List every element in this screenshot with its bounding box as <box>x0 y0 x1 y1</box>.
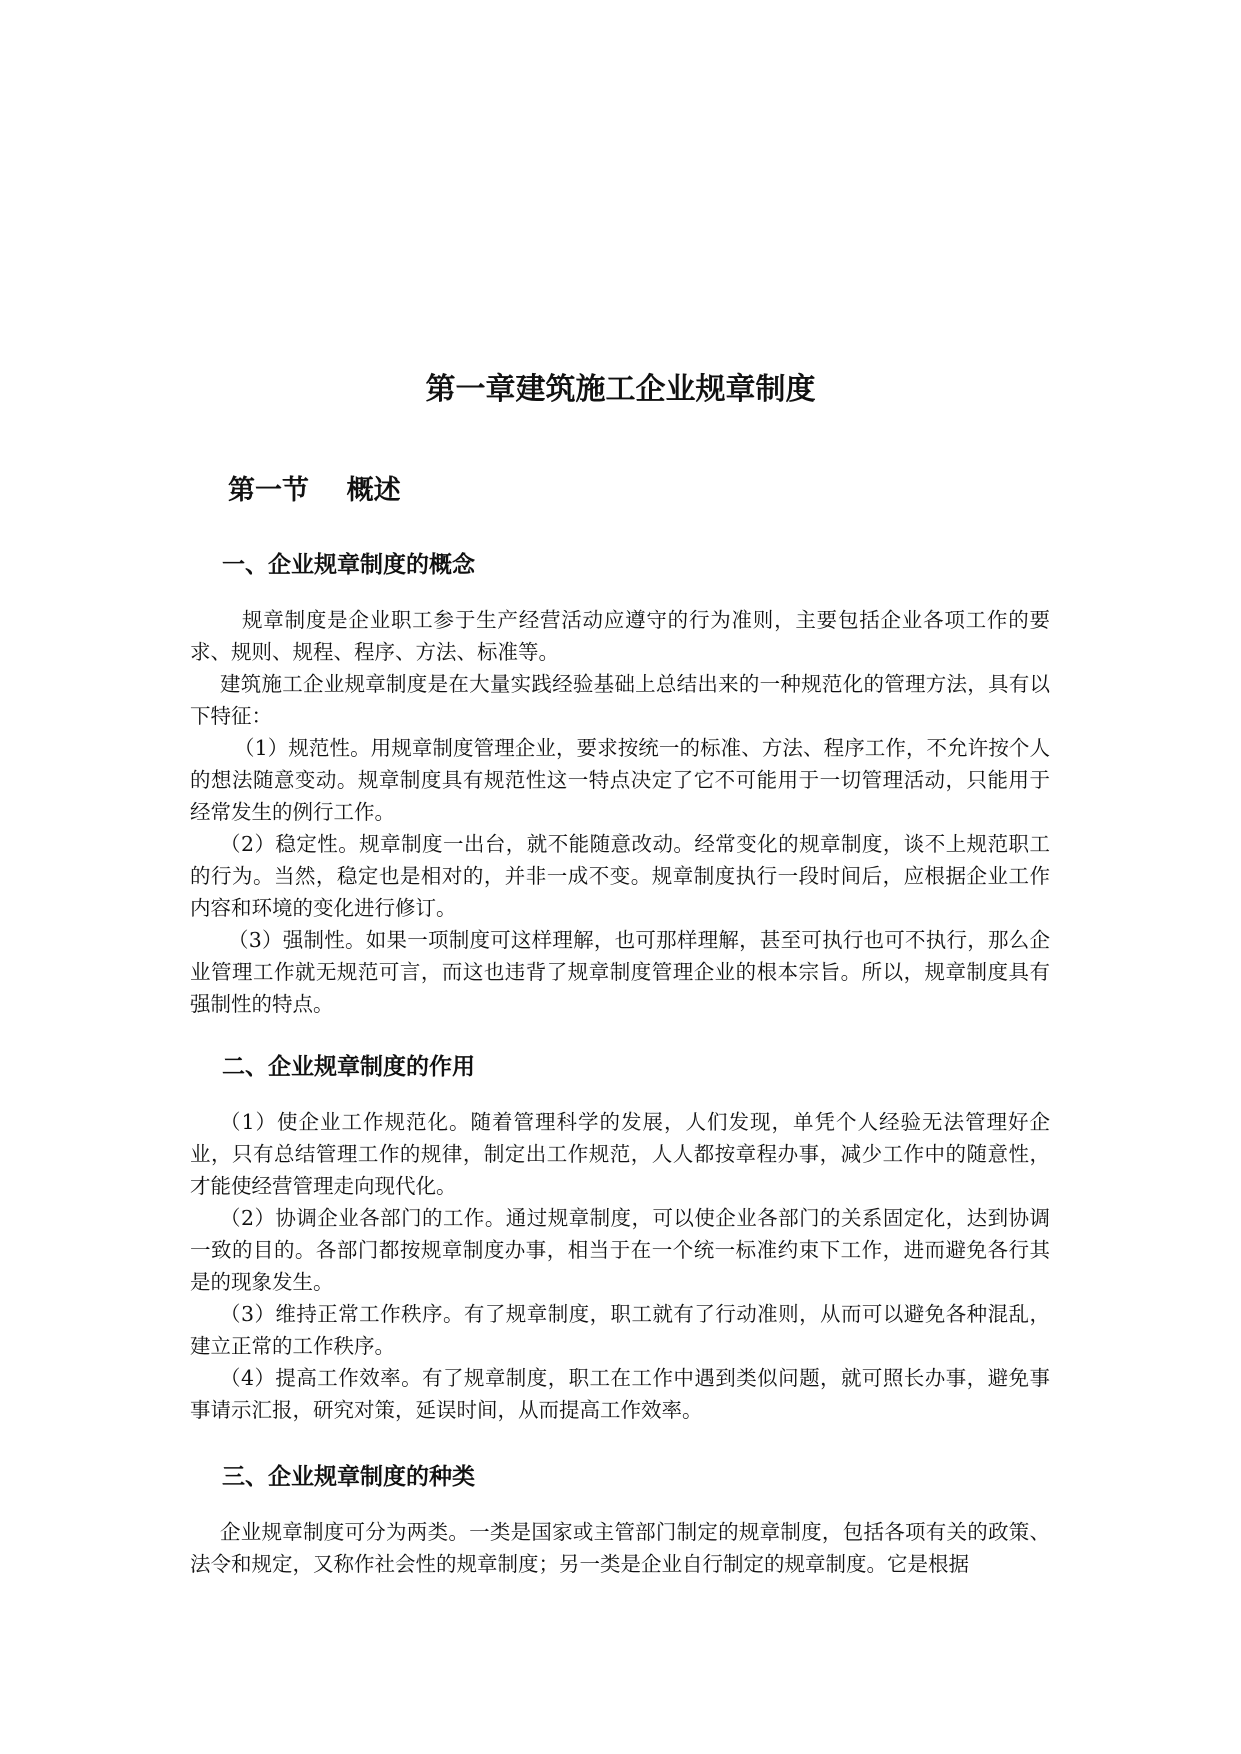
section-heading-types: 三、企业规章制度的种类 <box>222 1463 475 1490</box>
section-heading-concept: 一、企业规章制度的概念 <box>222 551 475 578</box>
paragraph: 建筑施工企业规章制度是在大量实践经验基础上总结出来的一种规范化的管理方法，具有以下特征： <box>190 672 1050 728</box>
section-title: 第一节 概述 <box>228 475 401 506</box>
paragraph: （3）强制性。如果一项制度可这样理解，也可那样理解，甚至可执行也可不执行，那么企业管理工作就无规范可言，而这也违背了规章制度管理企业的根本宗旨。所以，规章制度具有强制性的特点。 <box>190 928 1050 1016</box>
paragraph: （4）提高工作效率。有了规章制度，职工在工作中遇到类似问题，就可照长办事，避免事事请示汇报，研究对策，延误时间，从而提高工作效率。 <box>190 1366 1050 1422</box>
paragraph: （1）使企业工作规范化。随着管理科学的发展，人们发现，单凭个人经验无法管理好企业，只有总结管理工作的规律，制定出工作规范，人人都按章程办事，减少工作中的随意性，才能使经营管理走向现代化。 <box>190 1110 1050 1198</box>
paragraph: （2）稳定性。规章制度一出台，就不能随意改动。经常变化的规章制度，谈不上规范职工的行为。当然，稳定也是相对的，并非一成不变。规章制度执行一段时间后，应根据企业工作内容和环境的变化进行修订。 <box>190 832 1050 920</box>
chapter-title: 第一章建筑施工企业规章制度 <box>425 372 816 407</box>
paragraph: （1）规范性。用规章制度管理企业，要求按统一的标准、方法、程序工作，不允许按个人的想法随意变动。规章制度具有规范性这一特点决定了它不可能用于一切管理活动，只能用于经常发生的例行工作。 <box>190 736 1050 824</box>
paragraph: （2）协调企业各部门的工作。通过规章制度，可以使企业各部门的关系固定化，达到协调一致的目的。各部门都按规章制度办事，相当于在一个统一标准约束下工作，进而避免各行其是的现象发生。 <box>190 1206 1050 1294</box>
paragraph: （3）维持正常工作秩序。有了规章制度，职工就有了行动准则，从而可以避免各种混乱，建立正常的工作秩序。 <box>190 1302 1050 1358</box>
paragraph: 企业规章制度可分为两类。一类是国家或主管部门制定的规章制度，包括各项有关的政策、法令和规定，又称作社会性的规章制度；另一类是企业自行制定的规章制度。它是根据 <box>190 1520 1050 1576</box>
paragraph: 规章制度是企业职工参于生产经营活动应遵守的行为准则，主要包括企业各项工作的要求、规则、规程、程序、方法、标准等。 <box>190 608 1050 664</box>
section-heading-function: 二、企业规章制度的作用 <box>222 1053 475 1080</box>
